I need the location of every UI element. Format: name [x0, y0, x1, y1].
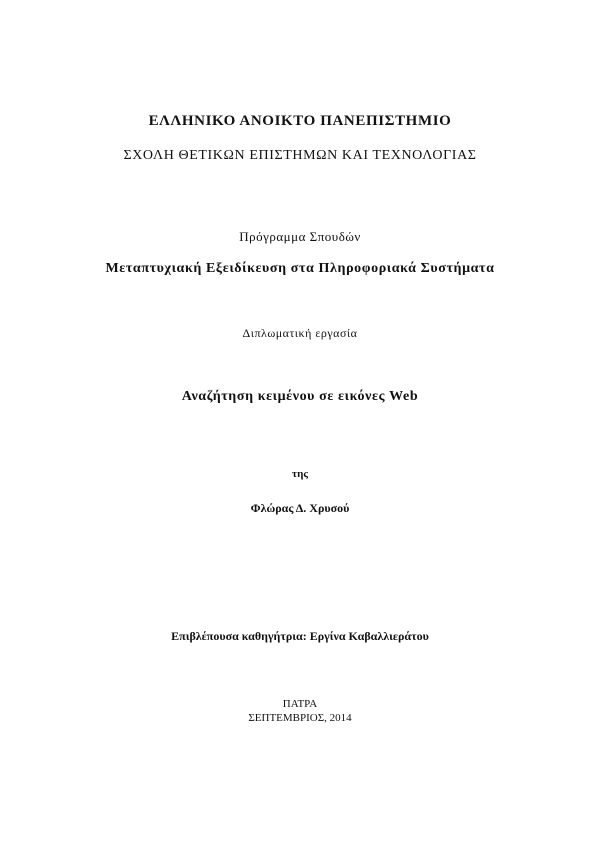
school-name: ΣΧΟΛΗ ΘΕΤΙΚΩΝ ΕΠΙΣΤΗΜΩΝ ΚΑΙ ΤΕΧΝΟΛΟΓΙΑΣ — [123, 148, 477, 163]
author-name: Φλώρας Δ. Χρυσού — [250, 501, 350, 515]
city: ΠΑΤΡΑ — [282, 698, 318, 710]
program-label: Πρόγραμμα Σπουδών — [239, 229, 361, 244]
thesis-title: Αναζήτηση κειμένου σε εικόνες Web — [181, 389, 419, 404]
by-label: της — [292, 468, 308, 480]
university-name: ΕΛΛΗΝΙΚΟ ΑΝΟΙΚΤΟ ΠΑΝΕΠΙΣΤΗΜΙΟ — [148, 113, 452, 129]
date: ΣΕΠΤΕΜΒΡΙΟΣ, 2014 — [248, 712, 352, 724]
program-name: Μεταπτυχιακή Εξειδίκευση στα Πληροφοριακά Συστήματα — [105, 261, 495, 276]
supervisor: Επιβλέπουσα καθηγήτρια: Εργίνα Καβαλλιεράτου — [171, 629, 429, 643]
thesis-type: Διπλωματική εργασία — [242, 326, 358, 340]
